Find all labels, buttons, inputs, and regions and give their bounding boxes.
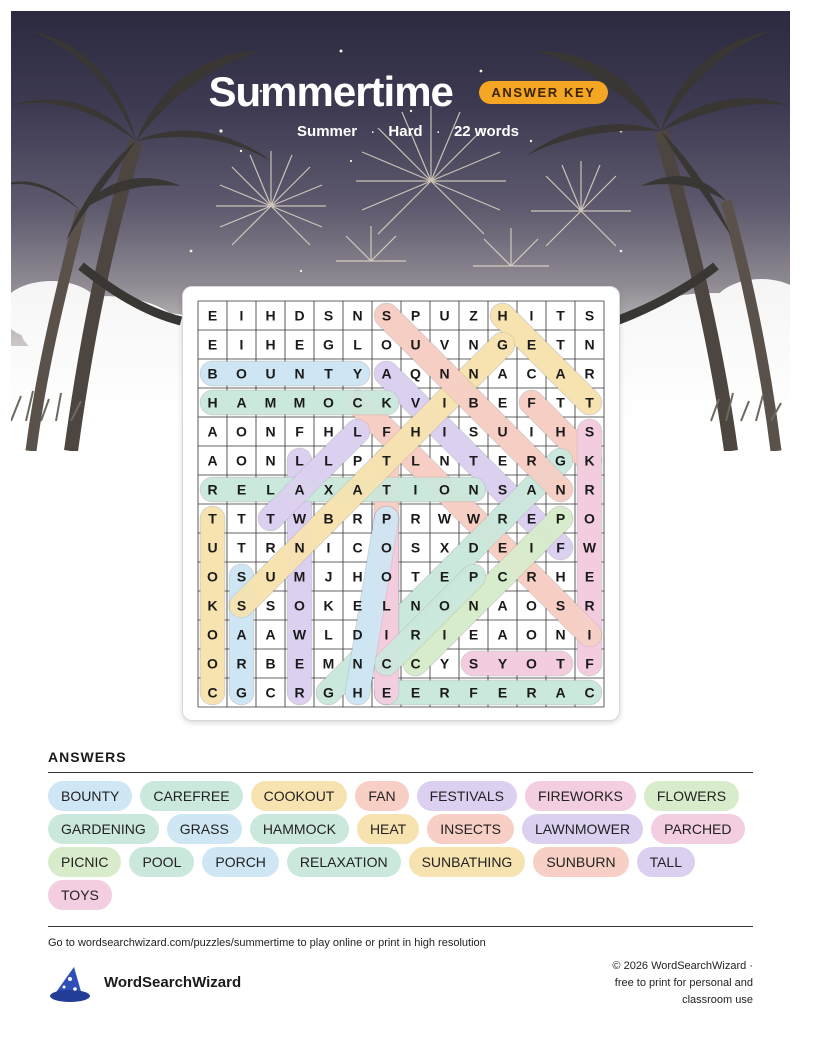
answer-chip-insects: INSECTS (427, 814, 514, 844)
answer-chip-festivals: FESTIVALS (417, 781, 517, 811)
title-row (0, 68, 816, 116)
answer-chip-parched: PARCHED (651, 814, 744, 844)
grid-cell: T (266, 510, 275, 527)
grid-cell: A (294, 481, 305, 498)
grid-cell: E (294, 336, 305, 353)
grid-cell: N (468, 597, 479, 614)
grid-cell: A (555, 365, 566, 382)
grid-cell: S (555, 597, 566, 614)
grid-cell: S (468, 655, 479, 672)
grid-cell: G (323, 684, 334, 701)
grid-cell: N (439, 452, 450, 469)
answer-chip-gardening: GARDENING (48, 814, 159, 844)
answers-list (48, 781, 768, 913)
grid-cell: R (497, 510, 508, 527)
grid-cell: S (410, 539, 421, 556)
grid-cell: T (382, 481, 391, 498)
wizard-hat-logo-icon (48, 965, 94, 1010)
grid-cell: U (410, 336, 421, 353)
grid-cell: W (466, 510, 481, 527)
grid-cell: G (236, 684, 247, 701)
grid-cell: T (469, 452, 478, 469)
answer-chip-cookout: COOKOUT (251, 781, 348, 811)
grid-cell: F (556, 539, 565, 556)
answer-chip-bounty: BOUNTY (48, 781, 132, 811)
answer-chip-fan: FAN (355, 781, 408, 811)
grid-cell: I (442, 423, 447, 440)
grid-cell: I (326, 539, 331, 556)
grid-cell: A (526, 481, 537, 498)
grid-cell: E (497, 539, 508, 556)
grid-cell: R (410, 626, 421, 643)
grid-cell: O (584, 510, 595, 527)
grid-cell: L (353, 423, 362, 440)
grid-cell: E (526, 510, 537, 527)
grid-cell: P (468, 568, 479, 585)
grid-cell: P (555, 510, 566, 527)
grid-cell: H (265, 336, 276, 353)
theme-label: Summer (297, 123, 358, 140)
grid-cell: B (207, 365, 218, 382)
grid-cell: M (264, 394, 277, 411)
answer-chip-toys: TOYS (48, 880, 112, 910)
grid-cell: K (207, 597, 218, 614)
grid-cell: E (497, 394, 508, 411)
grid-cell: N (468, 336, 479, 353)
grid-cell: D (294, 307, 305, 324)
answer-key-badge: ANSWER KEY (479, 81, 607, 104)
grid-cell: C (381, 655, 392, 672)
answer-chip-grass: GRASS (167, 814, 242, 844)
grid-cell: S (497, 481, 508, 498)
grid-cell: R (526, 452, 537, 469)
answer-chip-flowers: FLOWERS (644, 781, 739, 811)
grid-cell: C (497, 568, 508, 585)
grid-cell: H (555, 423, 566, 440)
grid-cell: W (437, 510, 452, 527)
grid-cell: E (352, 597, 363, 614)
answers-heading: ANSWERS (48, 749, 127, 765)
grid-cell: A (265, 626, 276, 643)
grid-cell: V (410, 394, 421, 411)
grid-cell: A (207, 452, 218, 469)
grid-cell: R (584, 365, 595, 382)
grid-cell: G (323, 336, 334, 353)
play-online-link[interactable]: Go to wordsearchwizard.com/puzzles/summertime to play online or print in high resolution (48, 937, 486, 949)
grid-cell: E (497, 684, 508, 701)
grid-cell: H (265, 307, 276, 324)
grid-cell: E (410, 684, 421, 701)
grid-cell: N (294, 539, 305, 556)
grid-cell: F (527, 394, 536, 411)
grid-cell: M (293, 394, 306, 411)
grid-cell: W (292, 626, 307, 643)
grid-cell: F (382, 423, 391, 440)
difficulty-label: Hard (388, 123, 423, 140)
grid-cell: I (529, 423, 534, 440)
grid-cell: F (295, 423, 304, 440)
grid-cell: A (352, 481, 363, 498)
answer-chip-tall: TALL (637, 847, 695, 877)
grid-cell: I (384, 626, 389, 643)
letter-grid (183, 287, 619, 720)
grid-cell: U (439, 307, 450, 324)
grid-cell: E (207, 307, 218, 324)
grid-cell: E (526, 336, 537, 353)
grid-cell: H (555, 568, 566, 585)
grid-cell: L (295, 452, 304, 469)
grid-cell: N (294, 365, 305, 382)
grid-cell: L (353, 336, 362, 353)
grid-cell: C (207, 684, 218, 701)
grid-cell: F (469, 684, 478, 701)
grid-cell: P (410, 307, 421, 324)
grid-cell: N (468, 365, 479, 382)
grid-cell: H (497, 307, 508, 324)
grid-cell: U (497, 423, 508, 440)
grid-cell: N (410, 597, 421, 614)
grid-cell: O (526, 626, 537, 643)
brand-name: WordSearchWizard (104, 974, 242, 991)
grid-cell: B (468, 394, 479, 411)
grid-cell: W (582, 539, 597, 556)
grid-cell: M (293, 568, 306, 585)
separator-dot: · (370, 123, 376, 140)
answer-chip-carefree: CAREFREE (140, 781, 242, 811)
grid-cell: C (352, 394, 363, 411)
grid-cell: P (352, 452, 363, 469)
grid-cell: R (526, 568, 537, 585)
grid-cell: N (352, 307, 363, 324)
grid-cell: A (497, 626, 508, 643)
grid-cell: H (352, 684, 363, 701)
grid-cell: R (584, 481, 595, 498)
copyright-line: © 2026 WordSearchWizard · (612, 960, 753, 972)
grid-cell: A (555, 684, 566, 701)
grid-cell: K (584, 452, 595, 469)
grid-cell: O (236, 365, 247, 382)
grid-cell: S (236, 568, 247, 585)
grid-cell: E (497, 452, 508, 469)
grid-cell: C (352, 539, 363, 556)
grid-cell: R (584, 597, 595, 614)
grid-cell: S (236, 597, 247, 614)
grid-cell: U (265, 568, 276, 585)
grid-cell: D (468, 539, 479, 556)
grid-cell: L (266, 481, 275, 498)
grid-cell: T (411, 568, 420, 585)
grid-cell: O (381, 568, 392, 585)
grid-cell: I (529, 539, 534, 556)
grid-cell: R (352, 510, 363, 527)
grid-cell: N (352, 655, 363, 672)
grid-cell: S (584, 307, 595, 324)
answer-chip-sunburn: SUNBURN (533, 847, 628, 877)
grid-cell: I (413, 481, 418, 498)
separator-dot: · (435, 123, 441, 140)
grid-cell: K (323, 597, 334, 614)
grid-cell: L (324, 626, 333, 643)
grid-cell: T (382, 452, 391, 469)
grid-cell: H (207, 394, 218, 411)
answer-chip-picnic: PICNIC (48, 847, 121, 877)
grid-cell: N (265, 423, 276, 440)
grid-cell: N (555, 481, 566, 498)
grid-cell: C (584, 684, 595, 701)
grid-cell: L (324, 452, 333, 469)
grid-cell: G (497, 336, 508, 353)
grid-cell: E (439, 568, 450, 585)
grid-cell: A (236, 626, 247, 643)
puzzle-board (182, 286, 620, 721)
grid-cell: O (526, 655, 537, 672)
grid-cell: X (323, 481, 334, 498)
grid-cell: G (555, 452, 566, 469)
word-count-label: 22 words (453, 123, 519, 140)
grid-cell: E (468, 626, 479, 643)
grid-cell: V (439, 336, 450, 353)
grid-cell: O (323, 394, 334, 411)
grid-cell: F (585, 655, 594, 672)
grid-cell: Z (469, 307, 478, 324)
copyright-line: free to print for personal and (614, 977, 753, 989)
answer-chip-hammock: HAMMOCK (250, 814, 349, 844)
copyright-line: classroom use (682, 994, 753, 1006)
grid-cell: T (237, 510, 246, 527)
answers-divider (48, 772, 753, 773)
grid-cell: E (381, 684, 392, 701)
grid-cell: A (381, 365, 392, 382)
grid-cell: N (584, 336, 595, 353)
grid-cell: O (207, 626, 218, 643)
grid-cell: S (468, 423, 479, 440)
answer-chip-sunbathing: SUNBATHING (409, 847, 526, 877)
grid-cell: R (526, 684, 537, 701)
answer-chip-heat: HEAT (357, 814, 419, 844)
grid-cell: T (237, 539, 246, 556)
grid-cell: L (411, 452, 420, 469)
answer-chip-relaxation: RELAXATION (287, 847, 401, 877)
grid-cell: R (294, 684, 305, 701)
grid-cell: H (352, 568, 363, 585)
grid-cell: T (556, 307, 565, 324)
grid-cell: A (236, 394, 247, 411)
puzzle-meta (0, 123, 816, 140)
grid-cell: O (207, 655, 218, 672)
grid-cell: E (294, 655, 305, 672)
grid-cell: K (381, 394, 392, 411)
grid-cell: R (236, 655, 247, 672)
grid-cell: W (292, 510, 307, 527)
page-title: Summertime (208, 68, 453, 115)
grid-cell: S (265, 597, 276, 614)
grid-cell: C (410, 655, 421, 672)
grid-cell: I (587, 626, 592, 643)
grid-cell: L (382, 597, 391, 614)
grid-cell: R (265, 539, 276, 556)
grid-cell: U (207, 539, 218, 556)
grid-cell: I (239, 336, 244, 353)
grid-cell: O (439, 481, 450, 498)
grid-cell: E (207, 336, 218, 353)
grid-cell: I (529, 307, 534, 324)
grid-cell: Y (439, 655, 450, 672)
grid-cell: T (556, 394, 565, 411)
grid-cell: O (207, 568, 218, 585)
grid-cell: C (265, 684, 276, 701)
grid-cell: C (526, 365, 537, 382)
grid-cell: O (236, 452, 247, 469)
grid-cell: N (439, 365, 450, 382)
grid-cell: R (439, 684, 450, 701)
grid-cell: R (410, 510, 421, 527)
grid-cell: S (381, 307, 392, 324)
answer-chip-lawnmower: LAWNMOWER (522, 814, 643, 844)
grid-cell: S (584, 423, 595, 440)
grid-cell: H (410, 423, 421, 440)
grid-cell: H (323, 423, 334, 440)
grid-cell: B (323, 510, 334, 527)
copyright (573, 958, 753, 1009)
answer-chip-porch: PORCH (202, 847, 279, 877)
grid-cell: O (294, 597, 305, 614)
grid-cell: M (322, 655, 335, 672)
grid-cell: U (265, 365, 276, 382)
grid-cell: T (556, 655, 565, 672)
grid-cell: T (585, 394, 594, 411)
grid-cell: N (555, 626, 566, 643)
grid-cell: N (265, 452, 276, 469)
grid-cell: Q (410, 365, 421, 382)
grid-cell: N (468, 481, 479, 498)
grid-cell: E (236, 481, 247, 498)
grid-cell: Y (352, 365, 363, 382)
answer-chip-pool: POOL (129, 847, 194, 877)
footer-divider (48, 926, 753, 927)
grid-cell: E (584, 568, 595, 585)
grid-cell: R (207, 481, 218, 498)
grid-cell: O (381, 336, 392, 353)
answer-chip-fireworks: FIREWORKS (525, 781, 636, 811)
grid-cell: O (381, 539, 392, 556)
grid-cell: I (442, 394, 447, 411)
grid-cell: T (208, 510, 217, 527)
grid-cell: P (381, 510, 392, 527)
grid-cell: I (442, 626, 447, 643)
grid-cell: O (439, 597, 450, 614)
grid-cell: I (239, 307, 244, 324)
grid-cell: S (323, 307, 334, 324)
grid-cell: O (526, 597, 537, 614)
grid-cell: A (497, 597, 508, 614)
grid-cell: D (352, 626, 363, 643)
grid-cell: A (207, 423, 218, 440)
grid-cell: X (439, 539, 450, 556)
grid-cell: T (324, 365, 333, 382)
grid-cell: B (265, 655, 276, 672)
grid-cell: T (556, 336, 565, 353)
grid-cell: Y (497, 655, 508, 672)
grid-cell: O (236, 423, 247, 440)
grid-cell: A (497, 365, 508, 382)
grid-cell: J (324, 568, 333, 585)
